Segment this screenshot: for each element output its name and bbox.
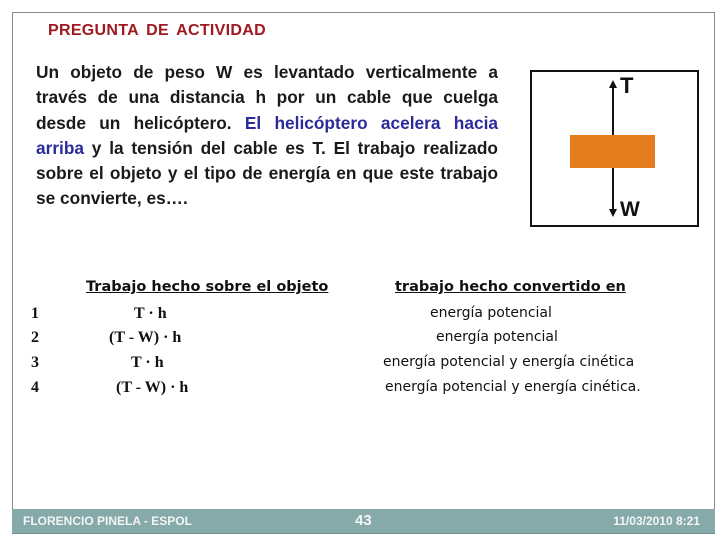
force-diagram xyxy=(530,70,699,227)
slide-footer xyxy=(12,509,715,534)
footer-datetime: 11/03/2010 8:21 xyxy=(613,514,700,528)
question-part-1: Un objeto de peso W es levantado verticalmente a través de una distancia h por un cable que cuelga desde un helicóptero. xyxy=(36,62,498,133)
page-number: 43 xyxy=(355,512,372,529)
row-converted: energía potencial xyxy=(436,329,558,345)
column-header-work: Trabajo hecho sobre el objeto xyxy=(86,279,329,295)
tension-arrow-shaft xyxy=(612,86,614,135)
question-text xyxy=(36,60,498,212)
row-work: (T - W) · h xyxy=(109,329,182,346)
table-row xyxy=(0,329,728,351)
question-part-2: y la tensión del cable es T. El trabajo realizado sobre el objeto y el tipo de energía en que este trabajo se convierte, es…. xyxy=(36,137,498,209)
table-row xyxy=(0,305,728,327)
table-row xyxy=(0,379,728,401)
row-number: 2 xyxy=(31,329,39,346)
row-number: 1 xyxy=(31,305,39,322)
slide-title: PREGUNTA DE ACTIVIDAD xyxy=(48,22,266,39)
question-highlight: El helicóptero acelera hacia arriba xyxy=(36,112,498,158)
row-converted: energía potencial y energía cinética xyxy=(383,354,635,370)
row-number: 4 xyxy=(31,379,39,396)
row-work: T · h xyxy=(134,305,167,322)
object-block xyxy=(570,135,655,168)
weight-label: W xyxy=(620,198,640,221)
row-converted: energía potencial y energía cinética. xyxy=(385,379,641,395)
row-work: (T - W) · h xyxy=(116,379,189,396)
weight-arrow-shaft xyxy=(612,168,614,211)
arrow-up-icon xyxy=(609,80,617,88)
arrow-down-icon xyxy=(609,209,617,217)
footer-author: FLORENCIO PINELA - ESPOL xyxy=(23,514,192,528)
row-work: T · h xyxy=(131,354,164,371)
table-row xyxy=(0,354,728,376)
row-converted: energía potencial xyxy=(430,305,552,321)
row-number: 3 xyxy=(31,354,39,371)
column-header-converted: trabajo hecho convertido en xyxy=(395,279,626,295)
tension-label: T xyxy=(620,73,634,98)
